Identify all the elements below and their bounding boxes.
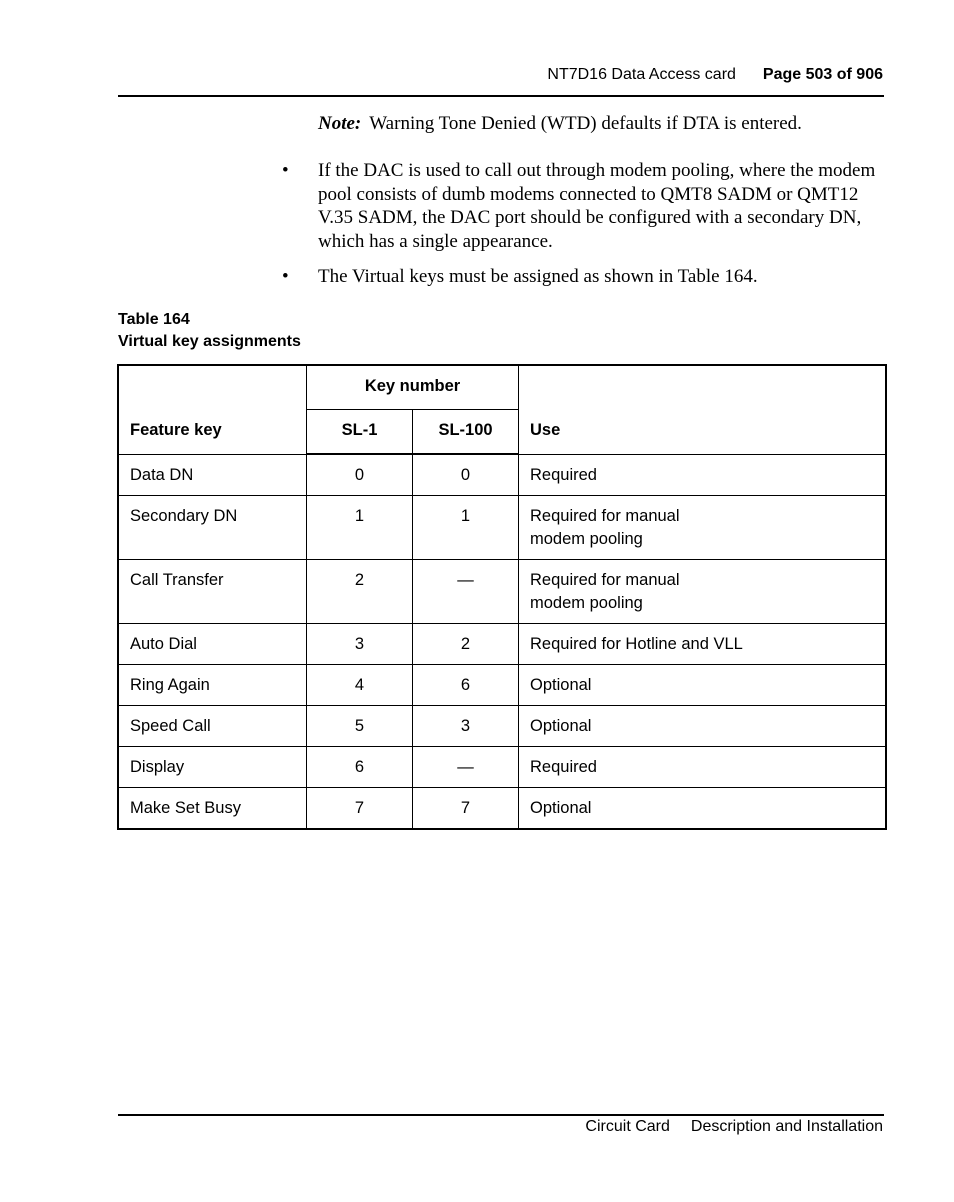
sl1-cell: 0 [307,454,413,496]
use-cell: Optional [519,788,886,829]
sl1-cell: 6 [307,747,413,788]
use-cell: Required [519,454,886,496]
header-sl1: SL-1 [307,410,413,455]
feature-cell: Auto Dial [119,624,307,665]
table-row [119,624,886,665]
feature-cell: Ring Again [119,665,307,706]
header-use: Use [519,366,886,455]
use-cell: Required for manual modem pooling [519,560,886,624]
table-row [119,706,886,747]
feature-cell: Secondary DN [119,496,307,560]
bullet-icon: • [282,266,289,287]
footer-right-text: Description and Installation [690,1118,883,1135]
use-cell: Optional [519,665,886,706]
use-cell: Required for Hotline and VLL [519,624,886,665]
feature-cell: Speed Call [119,706,307,747]
bullet-text: If the DAC is used to call out through modem pooling, where the modem pool consists of dumb modems connected to QMT8 SADM or QMT12 V.35 SADM, the DAC port should be configured with a secondary DN, which has a single appearance. [318,160,876,253]
sl1-cell: 3 [307,624,413,665]
virtual-key-table [118,365,886,829]
header-feature-key: Feature key [119,366,307,455]
sl1-cell: 2 [307,560,413,624]
footer-left-text: Circuit Card [585,1118,670,1135]
table-row [119,560,886,624]
table-row [119,496,886,560]
sl100-cell: 2 [413,624,519,665]
sl1-cell: 7 [307,788,413,829]
feature-cell: Call Transfer [119,560,307,624]
use-cell: Required [519,747,886,788]
header-key-number: Key number [307,366,519,410]
sl100-cell: — [413,560,519,624]
bullet-text: The Virtual keys must be assigned as shown in Table 164. [318,266,758,287]
sl100-cell: 0 [413,454,519,496]
table-row [119,665,886,706]
page-header [547,66,883,84]
use-cell: Required for manual modem pooling [519,496,886,560]
sl1-cell: 4 [307,665,413,706]
use-cell: Optional [519,706,886,747]
table-caption [118,309,301,353]
header-sl100: SL-100 [413,410,519,455]
document-title: NT7D16 Data Access card [547,66,736,83]
table-number: Table 164 [118,311,190,328]
feature-cell: Display [119,747,307,788]
sl100-cell: 7 [413,788,519,829]
bullet-icon: • [282,160,289,181]
table-row [119,747,886,788]
note-paragraph [318,112,884,136]
table-row [119,454,886,496]
sl1-cell: 1 [307,496,413,560]
footer-rule [118,1114,884,1116]
bullet-item [282,159,884,254]
sl1-cell: 5 [307,706,413,747]
table-row [119,788,886,829]
header-rule [118,95,884,97]
feature-cell: Make Set Busy [119,788,307,829]
note-lead: Note: [318,113,362,134]
table-title: Virtual key assignments [118,333,301,350]
bullet-item [282,265,884,289]
note-text: Warning Tone Denied (WTD) defaults if DTA is entered. [369,113,802,134]
sl100-cell: — [413,747,519,788]
sl100-cell: 3 [413,706,519,747]
feature-cell: Data DN [119,454,307,496]
page-number: Page 503 of 906 [762,66,883,83]
sl100-cell: 6 [413,665,519,706]
sl100-cell: 1 [413,496,519,560]
page-footer [585,1118,883,1136]
